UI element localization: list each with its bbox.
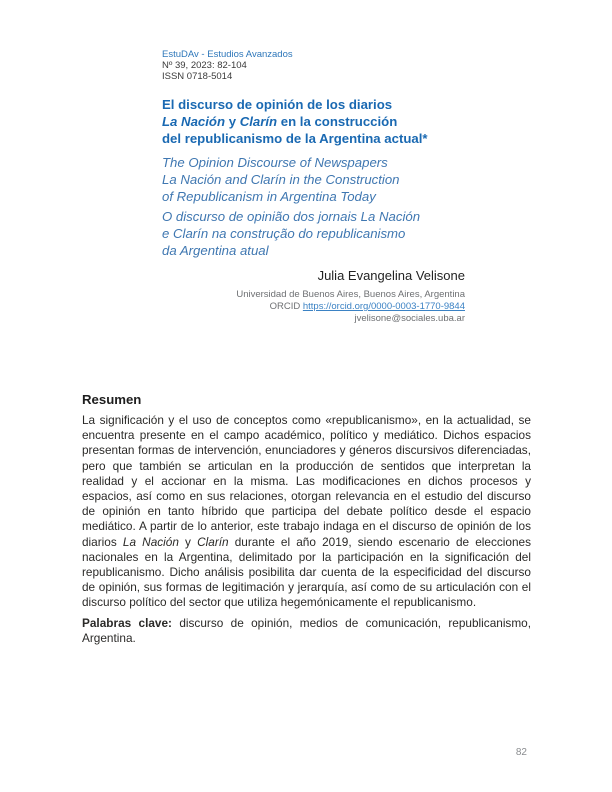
orcid-label: ORCID xyxy=(269,301,303,312)
article-title-es xyxy=(162,96,502,147)
title-en-line2: La Nación and Clarín in the Construction xyxy=(162,172,400,187)
title-es-line1: El discurso de opinión de los diarios xyxy=(162,97,393,112)
title-es-newspaper-2: Clarín xyxy=(239,114,278,129)
abstract-section xyxy=(82,392,531,646)
page-number: 82 xyxy=(515,747,527,758)
author-affiliation: Universidad de Buenos Aires, Buenos Aires, Argentina xyxy=(236,289,465,300)
title-es-line2-sep: y xyxy=(225,114,240,129)
title-es-line2-rest: en la construcción xyxy=(277,114,398,129)
abstract-sep: y xyxy=(178,534,198,549)
title-es-newspaper-1: La Nación xyxy=(162,114,226,129)
title-block xyxy=(162,96,502,259)
title-es-line3: del republicanismo de la Argentina actual* xyxy=(162,131,428,146)
abstract-part-2: durante el año 2019, siendo escenario de elecciones nacionales en la Argentina, delimitado por la participación en la significación del republicanismo. Dicho análisis posibilita dar cuenta de la especificidad del discurso de opinión, sus formas de legitimación y jerarquía, así como de su articulación con el discurso político del sector que utiliza hegemónicamente el republicanismo. xyxy=(82,534,531,610)
title-pt-line3: da Argentina atual xyxy=(162,243,269,258)
article-title-en xyxy=(162,154,502,205)
abstract-text xyxy=(82,413,531,611)
title-en-line3: of Republicanism in Argentina Today xyxy=(162,189,376,204)
article-title-pt xyxy=(162,208,502,259)
author-email: jvelisone@sociales.uba.ar xyxy=(354,313,465,324)
title-pt-line1: O discurso de opinião dos jornais La Nación xyxy=(162,209,421,224)
journal-issn: ISSN 0718-5014 xyxy=(162,71,233,82)
keywords-text: discurso de opinión, medios de comunicación, republicanismo, Argentina. xyxy=(82,615,531,645)
journal-header xyxy=(162,49,293,82)
journal-issue: Nº 39, 2023: 82-104 xyxy=(162,60,247,71)
abstract-newspaper-2: Clarín xyxy=(197,534,229,549)
orcid-line xyxy=(236,301,465,313)
journal-name: EstuDAv - Estudios Avanzados xyxy=(162,49,293,60)
keywords xyxy=(82,616,531,646)
abstract-part-1: La significación y el uso de conceptos como «republicanismo», en la actualidad, se encuentra presente en el campo académico, político y mediático. Dichos espacios presentan formas de intervención, enunciadores y géneros discursivos diferenciadas, pero que también se articulan en la producción de sentidos que interpretan la realidad y el accionar en la misma. Las modificaciones en dichos procesos y espacios, así como en sus relaciones, otorgan relevancia en el estudio del discurso de opinión en tanto híbrido que participa del debate político desde el espacio mediático. A partir de lo anterior, este trabajo indaga en el discurso de opinión de los diarios xyxy=(82,413,531,549)
orcid-link[interactable]: https://orcid.org/0000-0003-1770-9844 xyxy=(302,301,465,312)
title-es-line2 xyxy=(162,113,502,130)
title-en-line1: The Opinion Discourse of Newspapers xyxy=(162,155,388,170)
abstract-newspaper-1: La Nación xyxy=(122,534,179,549)
abstract-heading: Resumen xyxy=(82,392,142,407)
keywords-label: Palabras clave: xyxy=(82,615,172,630)
author-name: Julia Evangelina Velisone xyxy=(317,268,465,283)
title-pt-line2: e Clarín na construção do republicanismo xyxy=(162,226,406,241)
author-block xyxy=(236,268,465,325)
